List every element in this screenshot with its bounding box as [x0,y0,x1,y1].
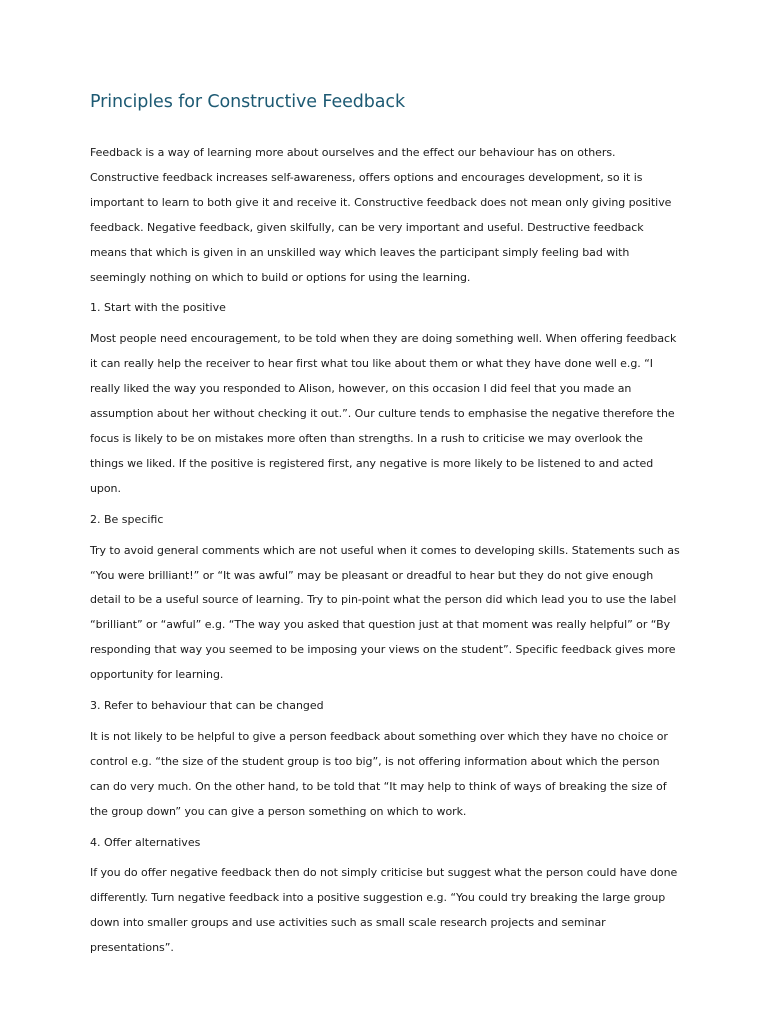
section-paragraph: Most people need encouragement, to be told when they are doing something well. When offering feedback it can really help the receiver to hear first what tou like about them or what they have done well e.g. “I really liked the way you responded to Alison, however, on this occasion I did feel that you made an assumption about her without checking it out.”. Our culture tends to emphasise the negative therefore the focus is likely to be on mistakes more often than strengths. In a rush to criticise we may overlook the things we liked. If the positive is registered first, any negative is more likely to be listened to and acted upon. [90,332,677,495]
section-heading: 2. Be specific [90,512,164,526]
section-heading: 3. Refer to behaviour that can be changed [90,699,324,713]
section-4 [90,831,680,962]
page-title: Principles for Constructive Feedback [90,92,405,112]
intro-paragraph: Feedback is a way of learning more about ourselves and the effect our behaviour has on others. Constructive feedback increases self-awareness, offers options and encourages development, so it is important to learn to both give it and receive it. Constructive feedback does not mean only giving positive feedback. Negative feedback, given skilfully, can be very important and useful. Destructive feedback means that which is given in an unskilled way which leaves the participant simply feeling bad with seemingly nothing on which to build or options for using the learning. [90,146,672,284]
section-heading: 1. Start with the positive [90,301,226,315]
section-1 [90,296,680,501]
section-3 [90,694,680,825]
section-heading: 4. Offer alternatives [90,835,201,849]
section-2 [90,508,680,688]
section-paragraph: If you do offer negative feedback then do not simply criticise but suggest what the person could have done differently. Turn negative feedback into a positive suggestion e.g. “You could try breaking the large group down into smaller groups and use activities such as small scale research projects and seminar presentations”. [90,866,678,955]
section-paragraph: Try to avoid general comments which are not useful when it comes to developing skills. Statements such as “You were brilliant!” or “It was awful” may be pleasant or dreadful to hear but they do not give enough detail to be a useful source of learning. Try to pin-point what the person did which lead you to use the label “brilliant” or “awful” e.g. “The way you asked that question just at that moment was really helpful” or “By responding that way you seemed to be imposing your views on the student”. Specific feedback gives more opportunity for learning. [90,543,680,682]
section-paragraph: It is not likely to be helpful to give a person feedback about something over which they have no choice or control e.g. “the size of the student group is too big”, is not offering information about which the person can do very much. On the other hand, to be told that “It may help to think of ways of breaking the size of the group down” you can give a person something on which to work. [90,729,668,818]
document-page [90,88,680,961]
